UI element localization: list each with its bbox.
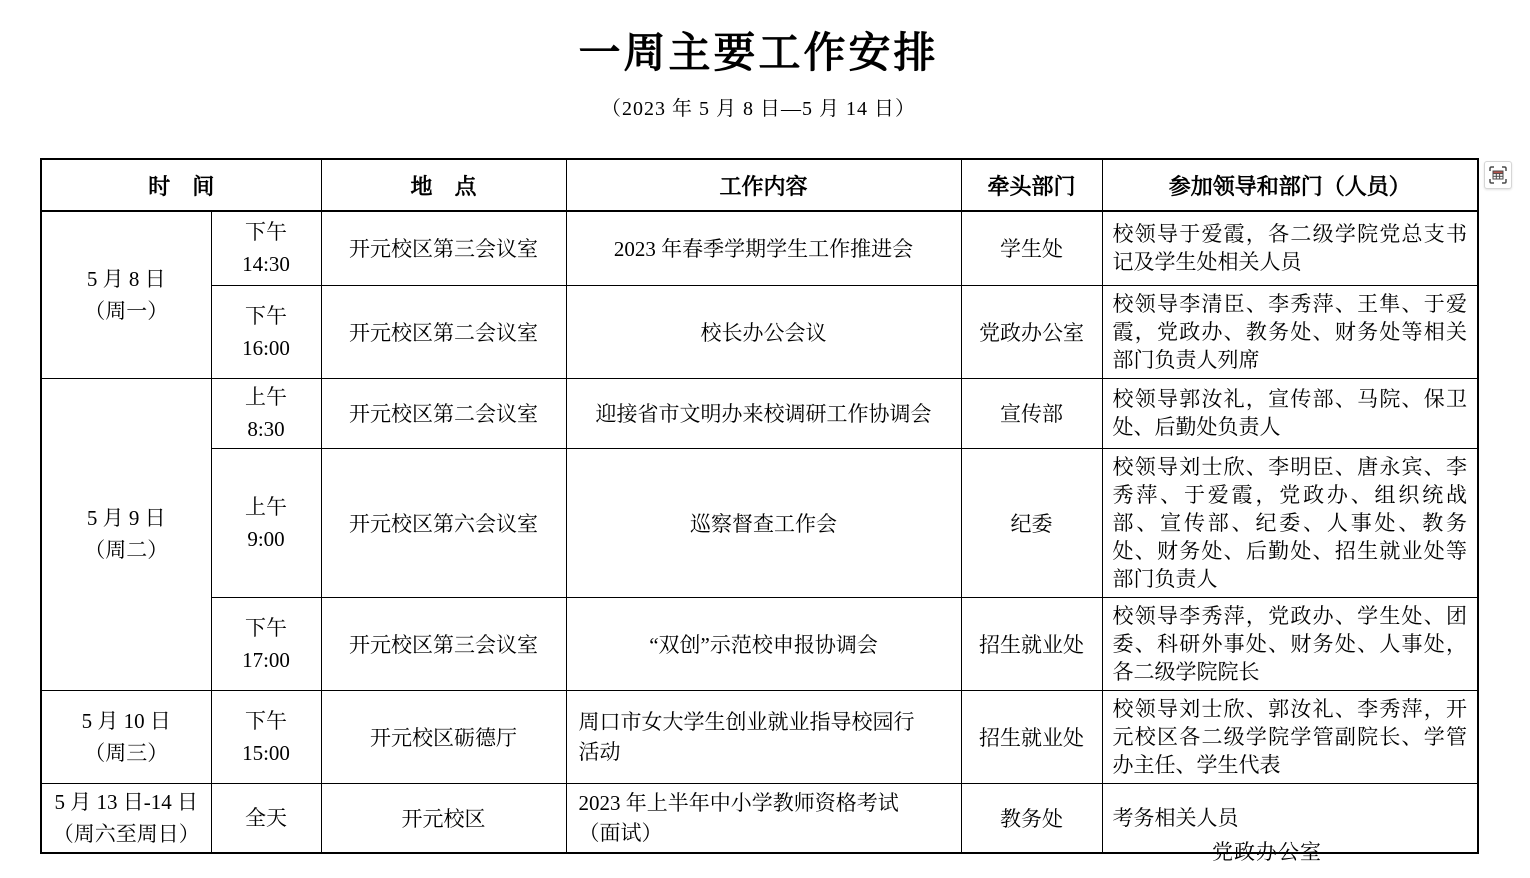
- time-text: 17:00: [242, 647, 290, 672]
- table-row: [41, 378, 1478, 448]
- date-text: 5 月 9 日: [86, 506, 166, 530]
- lead-cell: 教务处: [961, 783, 1102, 853]
- period-text: 下午: [245, 220, 287, 245]
- content-cell: 迎接省市文明办来校调研工作协调会: [566, 378, 961, 448]
- participants-cell: 校领导刘士欣、李明臣、唐永宾、李秀萍、于爱霞，党政办、组织统战部、宣传部、纪委、人事处、教务处、财务处、后勤处、招生就业处等部门负责人: [1102, 448, 1478, 597]
- date-cell: [41, 378, 211, 690]
- date-cell: [41, 690, 211, 783]
- lead-cell: 党政办公室: [961, 285, 1102, 378]
- period-text: 全天: [245, 805, 287, 830]
- time-text: 15:00: [242, 740, 290, 765]
- lead-cell: 学生处: [961, 211, 1102, 285]
- content-cell: 巡察督查工作会: [566, 448, 961, 597]
- location-cell: 开元校区: [321, 783, 566, 853]
- time-text: 16:00: [242, 335, 290, 360]
- content-cell: “双创”示范校申报协调会: [566, 597, 961, 690]
- lead-cell: 纪委: [961, 448, 1102, 597]
- content-cell: 2023 年春季学期学生工作推进会: [566, 211, 961, 285]
- table-row: [41, 211, 1478, 285]
- time-cell: [211, 211, 321, 285]
- table-capture-icon: [1488, 165, 1508, 185]
- time-text: 8:30: [247, 417, 285, 441]
- period-text: 下午: [245, 615, 287, 640]
- participants-cell: 校领导郭汝礼，宣传部、马院、保卫处、后勤处负责人: [1102, 378, 1478, 448]
- col-header-content: 工作内容: [566, 159, 961, 211]
- weekday-text: （周六至周日）: [52, 821, 200, 846]
- schedule-table: [40, 158, 1479, 854]
- period-text: 下午: [245, 303, 287, 328]
- weekday-text: （周一）: [84, 298, 169, 323]
- table-row: [41, 597, 1478, 690]
- time-cell: [211, 690, 321, 783]
- location-cell: 开元校区第六会议室: [321, 448, 566, 597]
- location-cell: 开元校区第三会议室: [321, 211, 566, 285]
- table-row: [41, 448, 1478, 597]
- time-cell: [211, 448, 321, 597]
- time-text: 9:00: [247, 526, 285, 551]
- footer-department: 党政办公室: [1212, 840, 1322, 864]
- location-cell: 开元校区第三会议室: [321, 597, 566, 690]
- time-cell: [211, 597, 321, 690]
- period-text: 上午: [245, 494, 287, 519]
- col-header-participants: 参加领导和部门（人员）: [1102, 159, 1478, 211]
- lead-cell: 宣传部: [961, 378, 1102, 448]
- period-text: 下午: [245, 708, 287, 733]
- time-cell: [211, 783, 321, 853]
- location-cell: 开元校区砺德厅: [321, 690, 566, 783]
- table-row: [41, 690, 1478, 783]
- col-header-lead: 牵头部门: [961, 159, 1102, 211]
- participants-cell: 校领导于爱霞，各二级学院党总支书记及学生处相关人员: [1102, 211, 1478, 285]
- content-cell: 周口市女大学生创业就业指导校园行活动: [566, 690, 961, 783]
- lead-cell: 招生就业处: [961, 597, 1102, 690]
- time-cell: [211, 378, 321, 448]
- col-header-time: 时 间: [41, 159, 321, 211]
- content-cell: 2023 年上半年中小学教师资格考试（面试）: [566, 783, 961, 853]
- date-text: 5 月 8 日: [86, 266, 166, 291]
- weekday-text: （周二）: [84, 538, 169, 562]
- participants-cell: 校领导李清臣、李秀萍、王隼、于爱霞，党政办、教务处、财务处等相关部门负责人列席: [1102, 285, 1478, 378]
- time-text: 14:30: [242, 252, 290, 277]
- participants-cell: 校领导李秀萍，党政办、学生处、团委、科研外事处、财务处、人事处，各二级学院院长: [1102, 597, 1478, 690]
- date-cell: [41, 783, 211, 853]
- time-cell: [211, 285, 321, 378]
- page-title: 一周主要工作安排: [578, 31, 939, 77]
- weekday-text: （周三）: [84, 740, 169, 765]
- table-capture-button[interactable]: [1484, 161, 1512, 189]
- date-cell: [41, 211, 211, 378]
- date-text: 5 月 13 日-14 日: [54, 789, 198, 814]
- location-cell: 开元校区第二会议室: [321, 285, 566, 378]
- participants-cell: 考务相关人员: [1102, 783, 1478, 853]
- participants-cell: 校领导刘士欣、郭汝礼、李秀萍，开元校区各二级学院学管副院长、学管办主任、学生代表: [1102, 690, 1478, 783]
- content-cell: 校长办公会议: [566, 285, 961, 378]
- date-text: 5 月 10 日: [81, 708, 171, 733]
- lead-cell: 招生就业处: [961, 690, 1102, 783]
- header-row: [41, 159, 1478, 211]
- location-cell: 开元校区第二会议室: [321, 378, 566, 448]
- col-header-location: 地 点: [321, 159, 566, 211]
- period-text: 上午: [245, 385, 287, 409]
- page-subtitle: （2023 年 5 月 8 日—5 月 14 日）: [601, 98, 916, 120]
- table-row: [41, 285, 1478, 378]
